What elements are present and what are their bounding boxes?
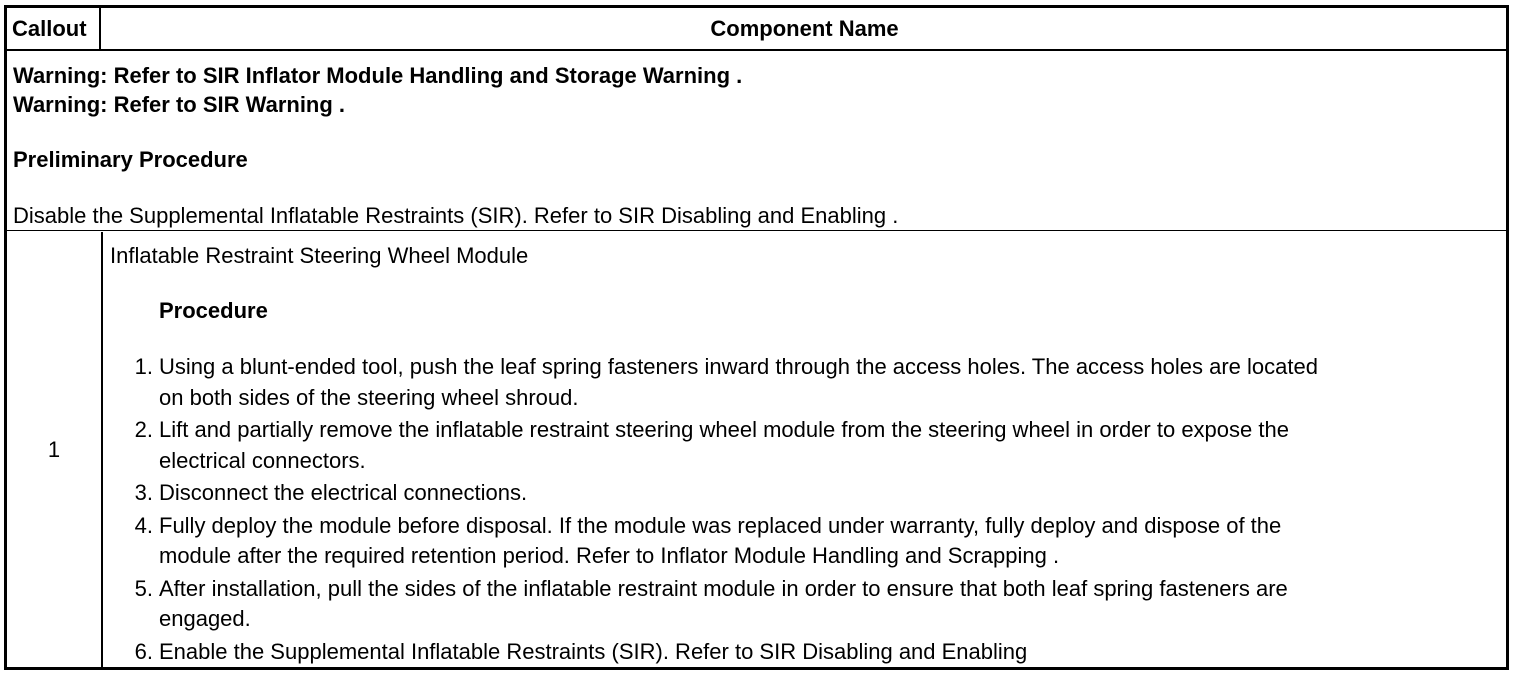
step-text: Using a blunt-ended tool, push the leaf spring fasteners inward through the access holes. The access holes are located xyxy=(159,354,1318,379)
step-number: 1. xyxy=(134,354,153,379)
callout-column-header: Callout xyxy=(7,8,101,49)
step-text: Lift and partially remove the inflatable restraint steering wheel module from the steering wheel in order to expose the xyxy=(159,417,1289,442)
procedure-heading: Procedure xyxy=(159,298,268,323)
step-text: engaged. xyxy=(159,606,251,631)
step-text: electrical connectors. xyxy=(159,447,366,473)
preliminary-procedure-text: Disable the Supplemental Inflatable Restraints (SIR). Refer to SIR Disabling and Enabling . xyxy=(13,203,899,228)
step-text: After installation, pull the sides of the inflatable restraint module in order to ensure that both leaf spring fasteners are xyxy=(159,575,1288,601)
preliminary-procedure-heading: Preliminary Procedure xyxy=(13,147,248,172)
preamble-row xyxy=(7,51,1506,231)
step-number: 5. xyxy=(134,575,153,601)
component-table xyxy=(4,5,1509,670)
warning-sir: Warning: Refer to SIR Warning . xyxy=(13,92,346,117)
callout-cell xyxy=(7,232,103,667)
component-name: Inflatable Restraint Steering Wheel Module xyxy=(110,243,529,268)
step-text: Enable the Supplemental Inflatable Restraints (SIR). Refer to SIR Disabling and Enabling xyxy=(159,638,1028,664)
step-number: 2. xyxy=(134,417,153,442)
step-number: 6. xyxy=(134,638,153,664)
step-text: on both sides of the steering wheel shroud. xyxy=(159,384,579,410)
step-number: 4. xyxy=(134,512,153,538)
table-row xyxy=(7,232,1506,667)
step-number: 3. xyxy=(134,480,153,505)
step-text: Fully deploy the module before disposal. If the module was replaced under warranty, fully deploy and dispose of the xyxy=(159,512,1282,538)
component-name-column-header: Component Name xyxy=(710,16,899,41)
table-header-row xyxy=(7,8,1506,51)
warning-inflator-handling: Warning: Refer to SIR Inflator Module Handling and Storage Warning . xyxy=(13,63,743,88)
step-text: Disconnect the electrical connections. xyxy=(159,480,528,505)
callout-number: 1 xyxy=(47,436,61,462)
component-cell xyxy=(103,232,1506,667)
step-text: module after the required retention period. Refer to Inflator Module Handling and Scrapping . xyxy=(159,543,1060,568)
